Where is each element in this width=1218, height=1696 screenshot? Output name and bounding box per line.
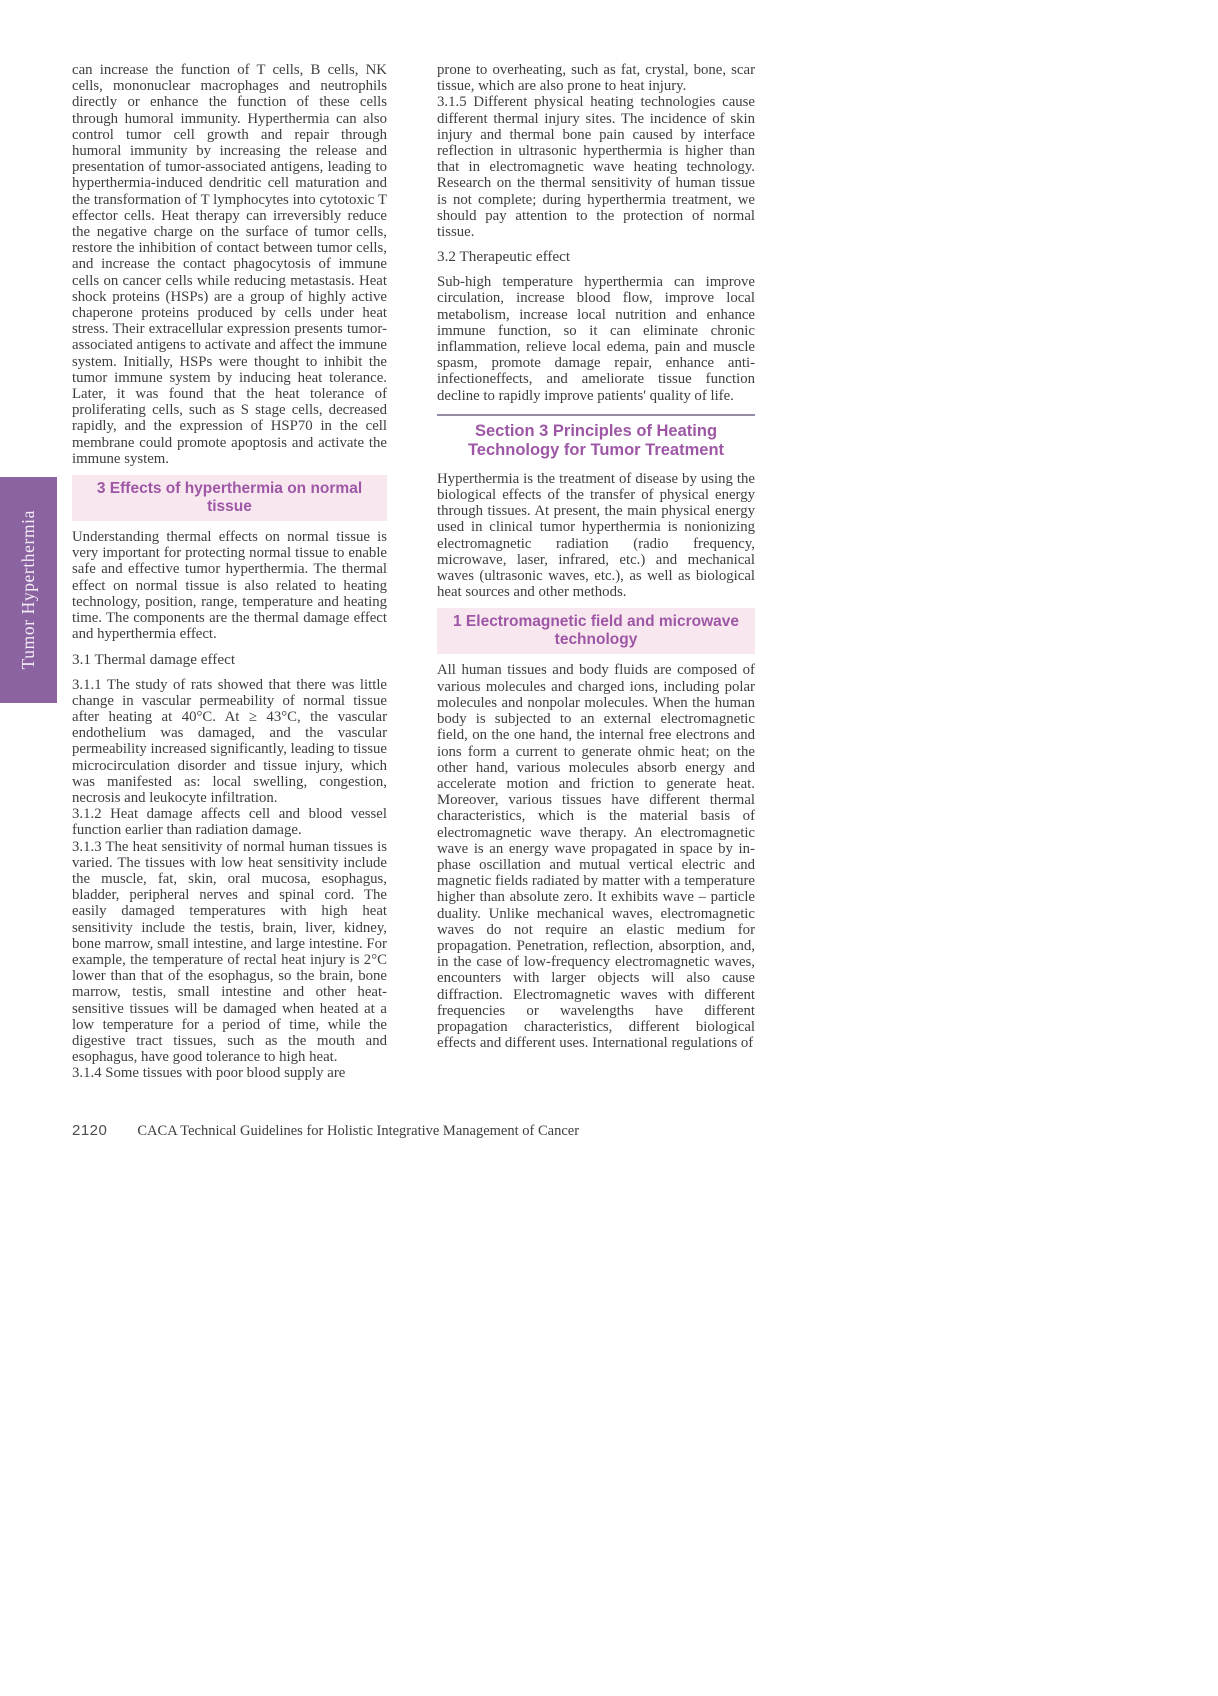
chapter-tab — [0, 477, 57, 703]
paragraph-3-1-5: 3.1.5 Different physical heating technologies cause different thermal injury sites. The incidence of skin injury and thermal bone pain caused by interface reflection in ultrasonic hyperthermia is higher than that in electromagnetic wave heating technology. Research on the thermal sensitivity of human tissue is not complete; during hyperthermia treatment, we should pay attention to the protection of normal tissue. — [437, 94, 755, 241]
chapter-tab-label: Tumor Hyperthermia — [18, 510, 38, 670]
paragraph-3-1-2: 3.1.2 Heat damage affects cell and blood vessel function earlier than radiation damage. — [72, 806, 387, 839]
heading-effects-on-normal-tissue: 3 Effects of hyperthermia on normal tissue — [72, 475, 387, 521]
heading-electromagnetic-microwave: 1 Electromagnetic field and microwave technology — [437, 608, 755, 654]
subheading-therapeutic-effect: 3.2 Therapeutic effect — [437, 248, 571, 266]
paragraph-3-1-4: 3.1.4 Some tissues with poor blood supply are — [72, 1065, 346, 1082]
paragraph-prone-to-overheating: prone to overheating, such as fat, crystal, bone, scar tissue, which are also prone to heat injury. — [437, 62, 755, 95]
paragraph-understanding-thermal-effects: Understanding thermal effects on normal tissue is very important for protecting normal tissue to enable safe and effective tumor hyperthermia. The thermal effect on normal tissue is also related to heating technology, position, range, temperature and heating time. The components are the thermal damage effect and hyperthermia effect. — [72, 529, 387, 643]
paragraph-sub-high-temperature: Sub-high temperature hyperthermia can improve circulation, increase blood flow, improve local metabolism, increase local nutrition and enhance immune function, so it can eliminate chronic inflammation, relieve local edema, pain and muscle spasm, promote damage repair, enhance anti-infectioneffects, and ameliorate tissue function decline to rapidly improve patients' quality of life. — [437, 274, 755, 404]
running-title: CACA Technical Guidelines for Holistic Integrative Management of Cancer — [137, 1123, 580, 1139]
paragraph-hyperthermia-treatment: Hyperthermia is the treatment of disease by using the biological effects of the transfer of physical energy through tissues. At present, the main physical energy used in clinical tumor hyperthermia is nonionizing electromagnetic radiation (radio frequency, microwave, laser, infrared, etc.) and mechanical waves (ultrasonic waves, etc.), as well as biological heat sources and other methods. — [437, 470, 755, 601]
paragraph-3-1-1: 3.1.1 The study of rats showed that there was little change in vascular permeability of normal tissue after heating at 40°C. At ≥ 43°C, the vascular endothelium was damaged, and the vascular permeability increased significantly, leading to tissue microcirculation disorder and tissue injury, which was manifested as: local swelling, congestion, necrosis and leukocyte infiltration. — [72, 676, 387, 806]
page-number: 2120 — [72, 1122, 108, 1139]
subheading-thermal-damage-effect: 3.1 Thermal damage effect — [72, 650, 236, 668]
heading-section3-principles: Section 3 Principles of Heating Technology for Tumor Treatment — [467, 421, 725, 460]
paragraph-human-tissues-fluids: All human tissues and body fluids are composed of various molecules and charged ions, including polar molecules and nonpolar molecules. When the human body is subjected to an external electromagnetic field, on the one hand, the internal free electrons and ions form a current to generate ohmic heat; on the other hand, various molecules absorb energy and accelerate motion and friction to generate heat. Moreover, various tissues have different thermal characteristics, which is the material basis of electromagnetic wave therapy. An electromagnetic wave is an energy wave propagated in space by in-phase oscillation and mutual vertical electric and magnetic fields radiated by matter with a temperature higher than absolute zero. It exhibits wave – particle duality. Unlike mechanical waves, electromagnetic waves do not require an elastic medium for propagation. Penetration, reflection, absorption, and, in the case of low-frequency electromagnetic waves, encounters with larger objects will also cause diffraction. Electromagnetic waves with different frequencies or wavelengths have different propagation characteristics, different biological effects and different uses. International regulations of — [437, 662, 755, 1052]
left-column — [72, 62, 387, 1082]
page-footer — [72, 1122, 772, 1140]
section-divider-rule — [437, 414, 755, 416]
right-column — [437, 62, 755, 1059]
paragraph-3-1-3: 3.1.3 The heat sensitivity of normal human tissues is varied. The tissues with low heat sensitivity include the muscle, fat, skin, oral mucosa, esophagus, bladder, peripheral nerves and spinal cord. The easily damaged temperatures with high heat sensitivity include the testis, brain, liver, kidney, bone marrow, small intestine, and large intestine. For example, the temperature of rectal heat injury is 2°C lower than that of the esophagus, so the brain, bone marrow, testis, small intestine and other heat-sensitive tissues will be damaged when heated at a low temperature for a period of time, while the digestive tract tissues, such as the mouth and esophagus, have good tolerance to high heat. — [72, 838, 387, 1066]
paragraph-immune-function: can increase the function of T cells, B cells, NK cells, mononuclear macrophages and neutrophils directly or enhance the function of these cells through humoral immunity. Hyperthermia can also control tumor cell growth and repair through humoral immunity by increasing the release and presentation of tumor-associated antigens, leading to hyperthermia-induced dendritic cell maturation and the transformation of T lymphocytes into cytotoxic T effector cells. Heat therapy can irreversibly reduce the negative charge on the surface of tumor cells, restore the inhibition of contact between tumor cells, and increase the contact phagocytosis of immune cells on cancer cells while reducing metastasis. Heat shock proteins (HSPs) are a group of highly active chaperone proteins produced by cells under heat stress. Their extracellular expression presents tumor-associated antigens to activate and affect the immune system. Initially, HSPs were thought to inhibit the tumor immune system by inducing heat tolerance. Later, it was found that the heat tolerance of proliferating cells, such as S stage cells, decreased rapidly, and the expression of HSP70 in the cell membrane could promote apoptosis and activate the immune system. — [72, 62, 387, 467]
